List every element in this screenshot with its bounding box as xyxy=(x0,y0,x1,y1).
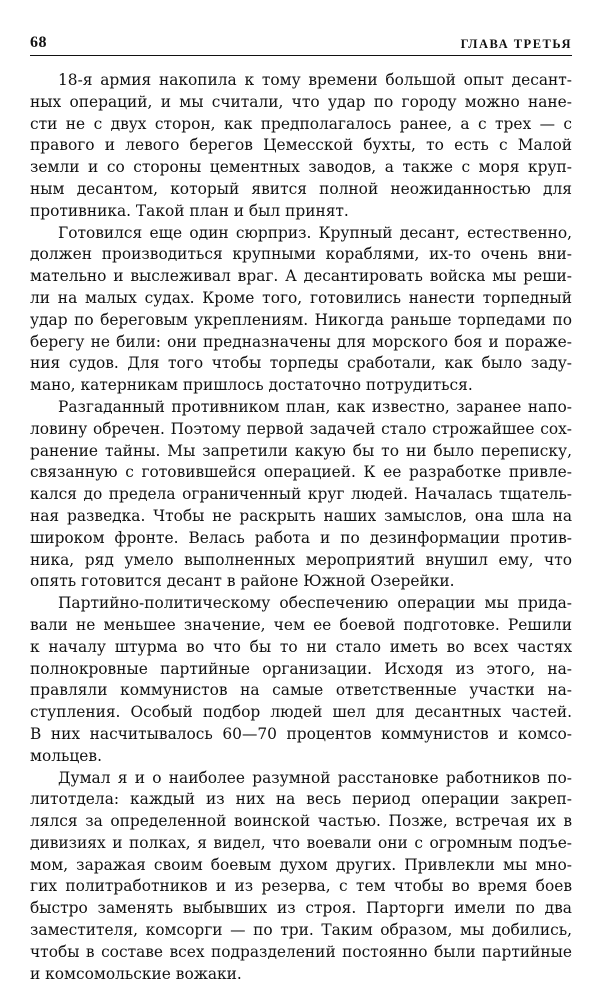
text-line: ным десантом, который явится полной неожиданностью для xyxy=(30,179,572,201)
text-line: широком фронте. Велась работа и по дезинформации против- xyxy=(30,528,572,550)
text-line: и комсомольские вожаки. xyxy=(30,964,572,985)
text-line: берегу не били: они предназначены для морского боя и пораже- xyxy=(30,332,572,354)
text-line: связанную с готовившейся операцией. К ее разработке привле- xyxy=(30,462,572,484)
text-line: к началу штурма во что бы то ни стало иметь во всех частях xyxy=(30,637,572,659)
text-line: Партийно-политическому обеспечению операции мы прида- xyxy=(30,593,572,615)
text-line: ная разведка. Чтобы не раскрыть наших замыслов, она шла на xyxy=(30,506,572,528)
text-line: полнокровные партийные организации. Исходя из этого, на- xyxy=(30,659,572,681)
page-number: 68 xyxy=(30,34,47,52)
paragraph xyxy=(30,593,572,767)
header-rule xyxy=(30,55,572,56)
text-line: 18-я армия накопила к тому времени большой опыт десант- xyxy=(30,70,572,92)
text-line: земли и со стороны цементных заводов, а также с моря круп- xyxy=(30,157,572,179)
text-line: ли на малых судах. Кроме того, готовились нанести торпедный xyxy=(30,288,572,310)
text-line: вали не меньшее значение, чем ее боевой подготовке. Решили xyxy=(30,615,572,637)
text-line: ных операций, и мы считали, что удар по городу можно нане- xyxy=(30,92,572,114)
text-line: ступления. Особый подбор людей шел для десантных частей. xyxy=(30,702,572,724)
paragraph xyxy=(30,397,572,593)
text-line: литотдела: каждый из них на весь период операции закреп- xyxy=(30,789,572,811)
text-line: ника, ряд умело выполненных мероприятий внушил ему, что xyxy=(30,550,572,572)
paragraph xyxy=(30,223,572,397)
text-line: В них насчитывалось 60—70 процентов коммунистов и комсо- xyxy=(30,724,572,746)
text-line: заместителя, комсорги — по три. Таким образом, мы добились, xyxy=(30,920,572,942)
text-line: ния судов. Для того чтобы торпеды сработали, как было заду- xyxy=(30,353,572,375)
text-line: Разгаданный противником план, как известно, заранее напо- xyxy=(30,397,572,419)
text-line: кался до предела ограниченный круг людей. Началась тщатель- xyxy=(30,484,572,506)
text-line: ранение тайны. Мы запретили какую бы то ни было переписку, xyxy=(30,441,572,463)
paragraph xyxy=(30,768,572,985)
paragraph xyxy=(30,70,572,223)
text-line: гих политработников и из резерва, с тем чтобы во время боев xyxy=(30,876,572,898)
text-line: лялся за определенной воинской частью. Позже, встречая их в xyxy=(30,811,572,833)
text-line: Готовился еще один сюрприз. Крупный десант, естественно, xyxy=(30,223,572,245)
text-line: мательно и выслеживал враг. А десантировать войска мы реши- xyxy=(30,266,572,288)
body-text xyxy=(30,70,572,985)
text-line: быстро заменять выбывших из строя. Парторги имели по два xyxy=(30,898,572,920)
running-head xyxy=(30,34,572,52)
text-line: удар по береговым укреплениям. Никогда раньше торпедами по xyxy=(30,310,572,332)
text-line: дивизиях и полках, я видел, что воевали они с огромным подъе- xyxy=(30,833,572,855)
text-line: правого и левого берегов Цемесской бухты, то есть с Малой xyxy=(30,135,572,157)
text-line: ловину обречен. Поэтому первой задачей стало строжайшее сох- xyxy=(30,419,572,441)
text-line: противника. Такой план и был принят. xyxy=(30,201,572,223)
text-line: мано, катерникам пришлось достаточно потрудиться. xyxy=(30,375,572,397)
text-line: сти не с двух сторон, как предполагалось ранее, а с трех — с xyxy=(30,114,572,136)
text-line: Думал я и о наиболее разумной расстановке работников по- xyxy=(30,768,572,790)
text-line: мольцев. xyxy=(30,746,572,768)
text-line: правляли коммунистов на самые ответственные участки на- xyxy=(30,680,572,702)
book-page xyxy=(30,34,572,985)
text-line: чтобы в составе всех подразделений постоянно были партийные xyxy=(30,942,572,964)
chapter-title: ГЛАВА ТРЕТЬЯ xyxy=(461,37,572,52)
text-line: опять готовится десант в районе Южной Озерейки. xyxy=(30,571,572,593)
text-line: мом, заражая своим боевым духом других. Привлекли мы мно- xyxy=(30,855,572,877)
text-line: должен производиться крупными кораблями, их-то очень вни- xyxy=(30,244,572,266)
